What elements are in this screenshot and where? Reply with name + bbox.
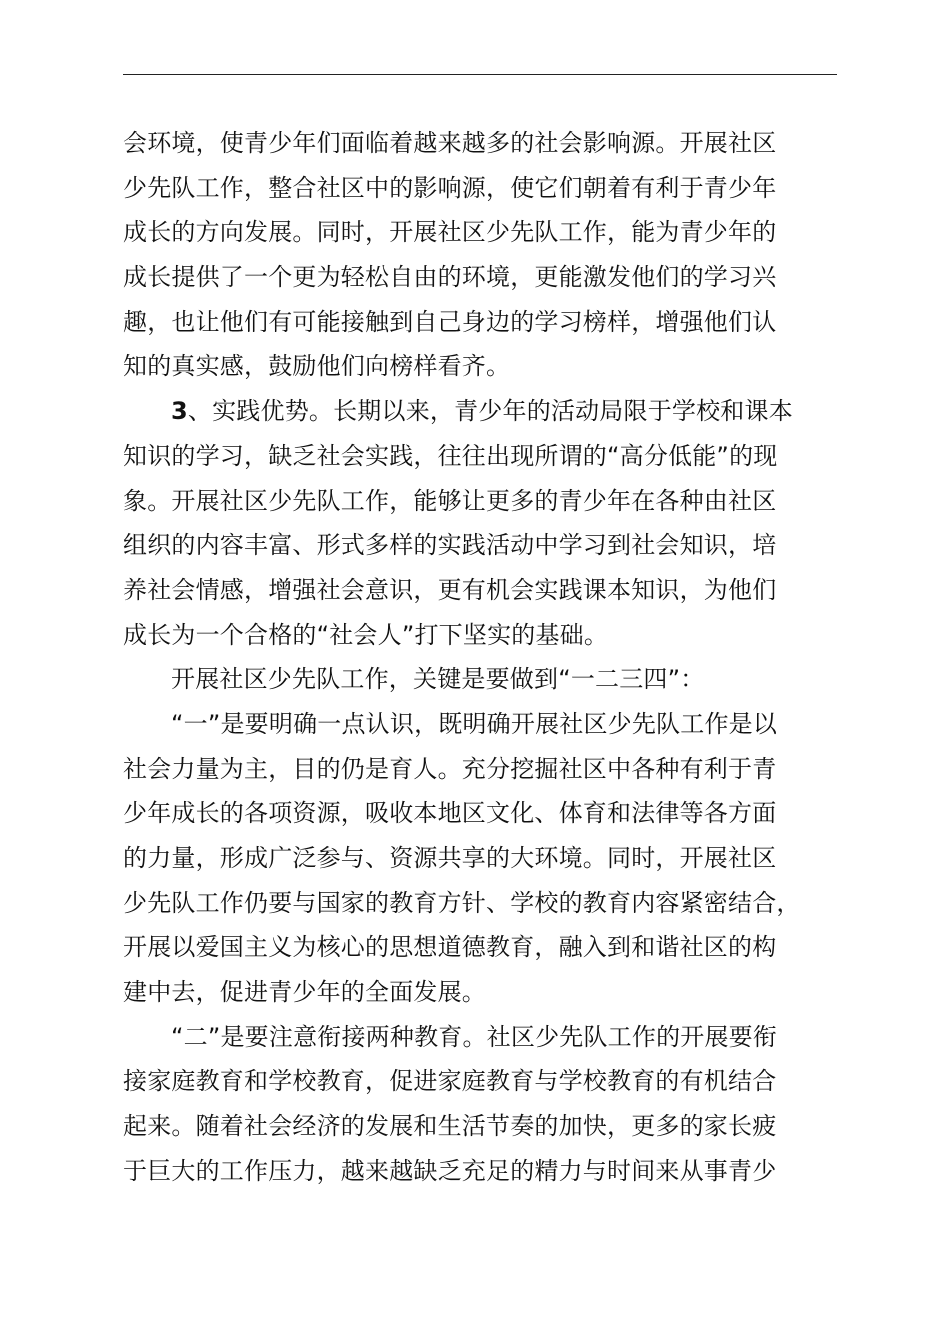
text-line-20: 建中去，促进青少年的全面发展。 <box>123 978 486 1007</box>
text-line-1: 会环境，使青少年们面临着越来越多的社会影响源。开展社区 <box>123 129 777 157</box>
list-number: 3 <box>171 397 188 426</box>
document-body <box>123 121 843 1194</box>
text-line-23: 起来。随着社会经济的发展和生活节奏的加快，更多的家长疲 <box>123 1112 777 1141</box>
text-line-14: “一”是要明确一点认识，既明确开展社区少先队工作是以 <box>171 709 778 738</box>
text-line-17: 的力量，形成广泛参与、资源共享的大环境。同时，开展社区 <box>123 844 777 872</box>
text-line-11: 养社会情感，增强社会意识，更有机会实践课本知识，为他们 <box>123 575 777 604</box>
text-line-8: 知识的学习，缺乏社会实践，往往出现所谓的“高分低能”的现 <box>123 441 778 470</box>
text-line-24: 于巨大的工作压力，越来越缺乏充足的精力与时间来从事青少 <box>123 1156 777 1185</box>
text-line-2: 少先队工作，整合社区中的影响源，使它们朝着有利于青少年 <box>123 173 777 202</box>
text-line-18: 少先队工作仍要与国家的教育方针、学校的教育内容紧密结合， <box>123 888 801 917</box>
text-line-7-body: 、实践优势。长期以来，青少年的活动局限于学校和课本 <box>187 397 793 426</box>
text-line-7 <box>123 389 843 434</box>
text-line-10: 组织的内容丰富、形式多样的实践活动中学习到社会知识，培 <box>123 531 777 560</box>
text-line-12: 成长为一个合格的“社会人”打下坚实的基础。 <box>123 620 609 649</box>
text-line-13: 开展社区少先队工作，关键是要做到“一二三四”： <box>171 665 705 694</box>
text-line-5: 趣，也让他们有可能接触到自己身边的学习榜样，增强他们认 <box>123 307 777 336</box>
text-line-15: 社会力量为主，目的仍是育人。充分挖掘社区中各种有利于青 <box>123 754 777 783</box>
text-line-19: 开展以爱国主义为核心的思想道德教育，融入到和谐社区的构 <box>123 933 777 962</box>
text-line-22: 接家庭教育和学校教育，促进家庭教育与学校教育的有机结合 <box>123 1067 777 1096</box>
text-line-6: 知的真实感，鼓励他们向榜样看齐。 <box>123 352 511 381</box>
text-line-9: 象。开展社区少先队工作，能够让更多的青少年在各种由社区 <box>123 486 777 515</box>
text-line-3: 成长的方向发展。同时，开展社区少先队工作，能为青少年的 <box>123 218 777 247</box>
text-line-4: 成长提供了一个更为轻松自由的环境，更能激发他们的学习兴 <box>123 263 777 292</box>
header-rule <box>123 74 837 75</box>
text-line-16: 少年成长的各项资源，吸收本地区文化、体育和法律等各方面 <box>123 799 777 828</box>
text-line-21: “二”是要注意衔接两种教育。社区少先队工作的开展要衔 <box>171 1022 778 1051</box>
